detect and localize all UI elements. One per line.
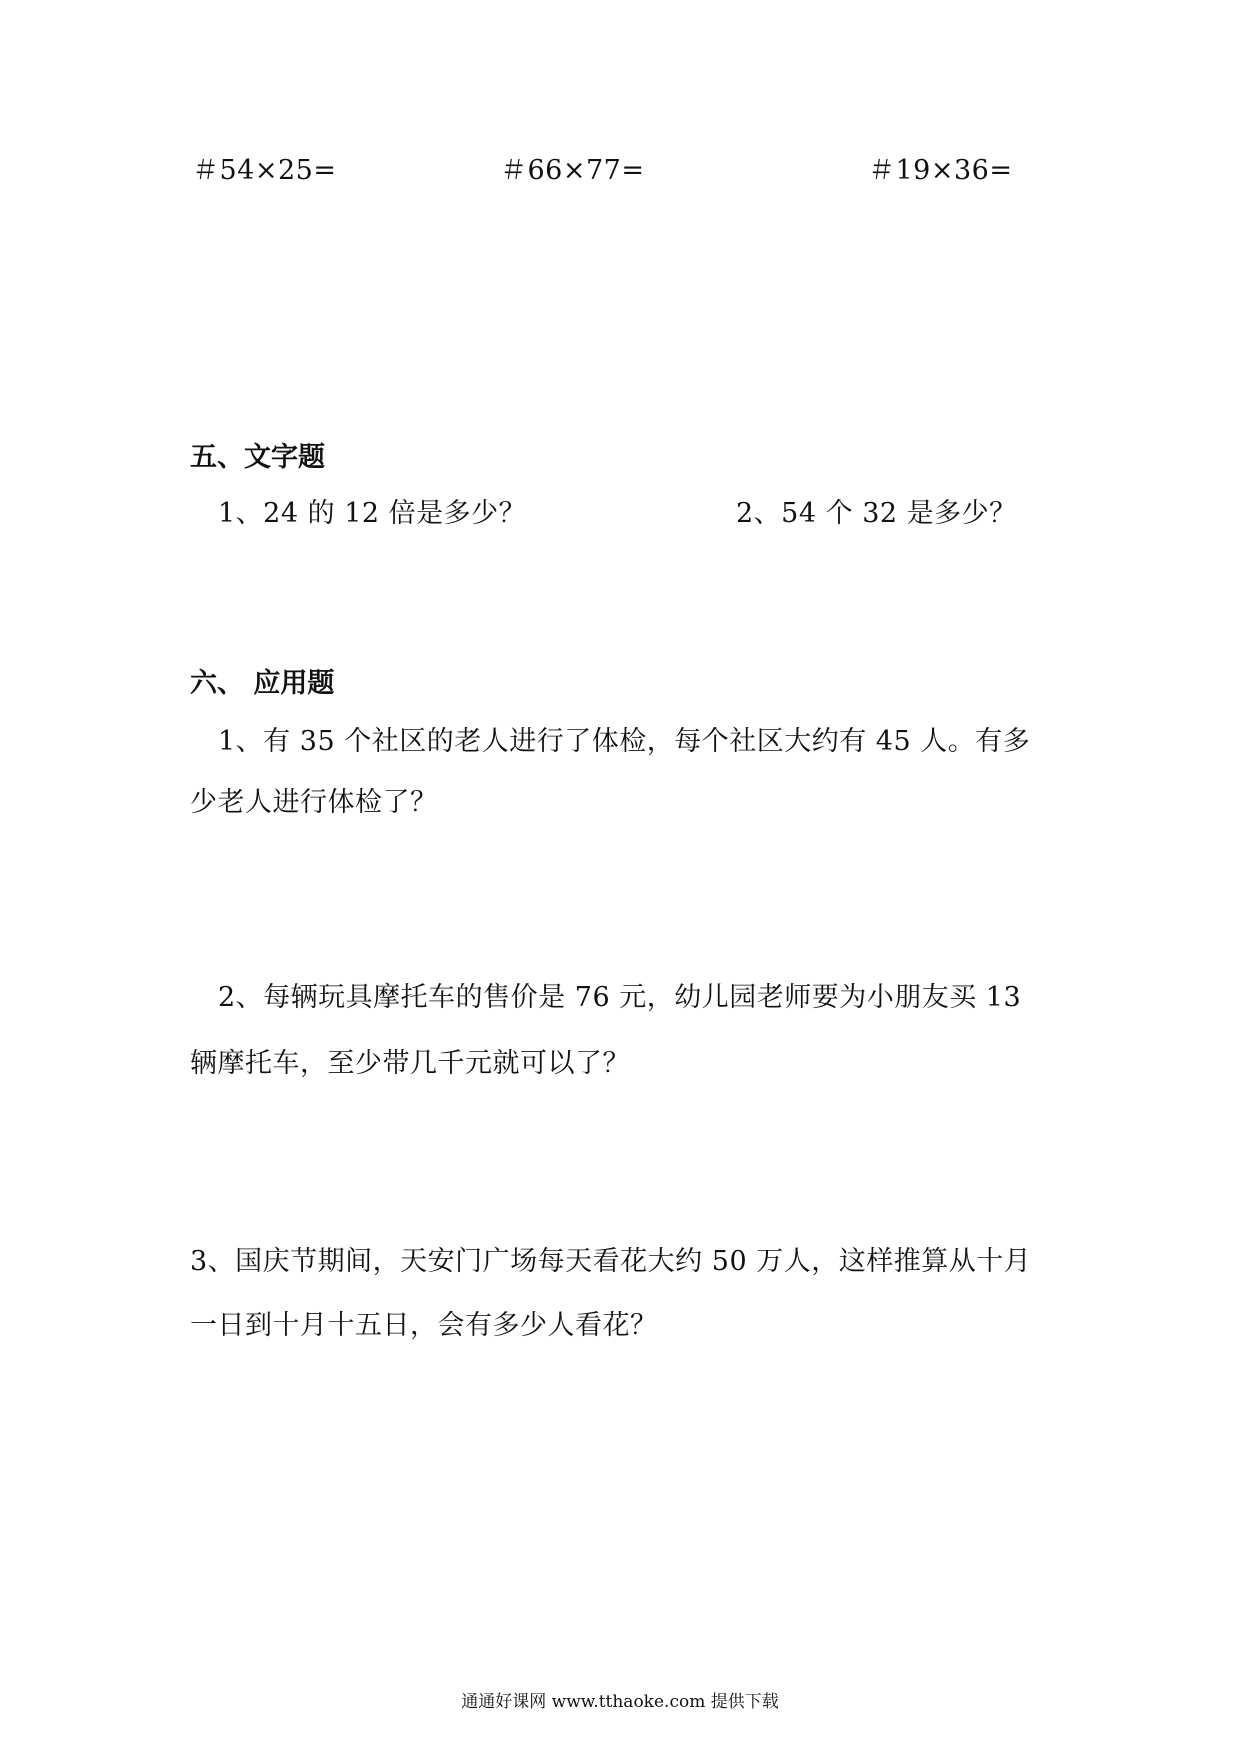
section-6-q1-line2: 少老人进行体检了？: [190, 787, 438, 818]
footer-source-text: 通通好课网 www.tthaoke.com 提供下载: [461, 1692, 779, 1712]
calc-problem-3: ＃19×36=: [868, 155, 1013, 186]
section-5-question-1: 1、24 的 12 倍是多少？: [218, 498, 527, 529]
calc-problem-1: ＃54×25=: [192, 155, 337, 186]
calc-problem-2: ＃66×77=: [500, 155, 645, 186]
section-6-q1-line1: 1、有 35 个社区的老人进行了体检，每个社区大约有 45 人。有多: [218, 726, 1031, 757]
section-5-title: 五、文字题: [190, 442, 325, 473]
section-6-q2-line1: 2、每辆玩具摩托车的售价是 76 元，幼儿园老师要为小朋友买 13: [218, 982, 1022, 1013]
section-6-title: 六、 应用题: [190, 668, 335, 699]
section-5-question-2: 2、54 个 32 是多少？: [736, 498, 1017, 529]
section-6-q3-line1: 3、国庆节期间，天安门广场每天看花大约 50 万人，这样推算从十月: [190, 1246, 1032, 1277]
section-6-q3-line2: 一日到十月十五日，会有多少人看花？: [190, 1310, 658, 1341]
section-6-q2-line2: 辆摩托车，至少带几千元就可以了？: [190, 1048, 630, 1079]
